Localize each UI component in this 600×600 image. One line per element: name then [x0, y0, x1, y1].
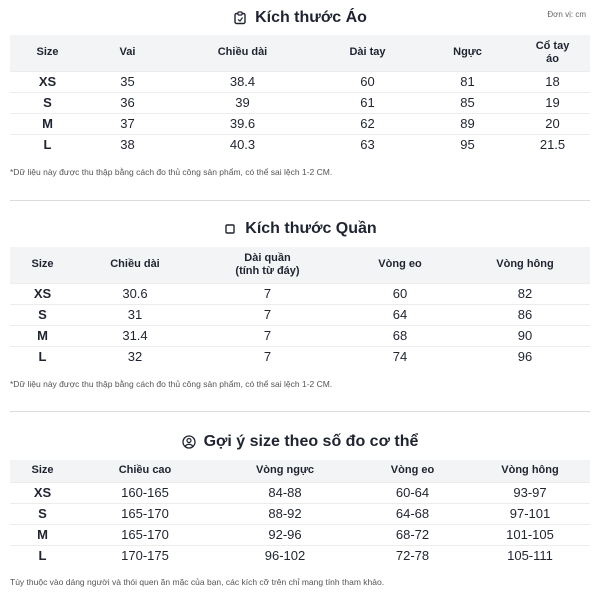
size-cell: XS [10, 283, 75, 304]
table-cell: 165-170 [75, 503, 215, 524]
column-header: Vòng eo [355, 460, 470, 482]
table-cell: 60-64 [355, 482, 470, 503]
table-cell: 36 [85, 92, 170, 113]
size-cell: XS [10, 71, 85, 92]
table-cell: 7 [195, 304, 340, 325]
table-cell: 19 [515, 92, 590, 113]
table-cell: 18 [515, 71, 590, 92]
size-cell: L [10, 134, 85, 155]
table-cell: 31 [75, 304, 195, 325]
pants-size-table [10, 247, 590, 367]
table-cell: 96 [460, 346, 590, 367]
column-header: Size [10, 35, 85, 71]
table-cell: 64-68 [355, 503, 470, 524]
table-row [10, 304, 590, 325]
table-cell: 64 [340, 304, 460, 325]
table-row [10, 482, 590, 503]
shirt-section-title [0, 8, 600, 28]
table-cell: 170-175 [75, 545, 215, 566]
shirt-title: Kích thước Áo [255, 9, 367, 26]
size-cell: L [10, 545, 75, 566]
table-cell: 31.4 [75, 325, 195, 346]
column-header: Cổ tay áo [515, 35, 590, 71]
column-header: Vòng eo [340, 247, 460, 283]
recommend-title: Gợi ý size theo số đo cơ thể [203, 433, 419, 450]
table-row [10, 524, 590, 545]
table-row [10, 346, 590, 367]
table-cell: 62 [315, 113, 420, 134]
table-cell: 90 [460, 325, 590, 346]
divider [10, 411, 590, 412]
table-cell: 105-111 [470, 545, 590, 566]
recommend-section-title [0, 432, 600, 452]
column-header: Vòng hông [460, 247, 590, 283]
pants-icon [223, 222, 237, 236]
table-row [10, 545, 590, 566]
table-cell: 72-78 [355, 545, 470, 566]
pants-title: Kích thước Quần [245, 220, 377, 237]
table-cell: 7 [195, 346, 340, 367]
table-cell: 93-97 [470, 482, 590, 503]
size-cell: S [10, 304, 75, 325]
size-cell: S [10, 92, 85, 113]
table-cell: 85 [420, 92, 515, 113]
table-cell: 39 [170, 92, 315, 113]
table-row [10, 503, 590, 524]
table-cell: 165-170 [75, 524, 215, 545]
unit-note: Đơn vị: cm [547, 10, 586, 19]
table-row [10, 71, 590, 92]
pants-note: *Dữ liệu này được thu thập bằng cách đo thủ công sản phẩm, có thể sai lệch 1-2 CM. [10, 379, 333, 389]
pants-section-title [0, 219, 600, 239]
column-header: Dài quần (tính từ đáy) [195, 247, 340, 283]
table-row [10, 92, 590, 113]
size-cell: M [10, 325, 75, 346]
table-cell: 39.6 [170, 113, 315, 134]
table-cell: 38 [85, 134, 170, 155]
size-cell: M [10, 524, 75, 545]
table-cell: 40.3 [170, 134, 315, 155]
table-cell: 7 [195, 283, 340, 304]
table-cell: 92-96 [215, 524, 355, 545]
table-cell: 61 [315, 92, 420, 113]
table-cell: 60 [315, 71, 420, 92]
table-cell: 7 [195, 325, 340, 346]
size-cell: S [10, 503, 75, 524]
table-cell: 82 [460, 283, 590, 304]
table-cell: 21.5 [515, 134, 590, 155]
table-cell: 84-88 [215, 482, 355, 503]
shirt-size-table [10, 35, 590, 155]
table-cell: 20 [515, 113, 590, 134]
table-cell: 60 [340, 283, 460, 304]
table-cell: 74 [340, 346, 460, 367]
size-cell: L [10, 346, 75, 367]
shirt-note: *Dữ liệu này được thu thập bằng cách đo thủ công sản phẩm, có thể sai lệch 1-2 CM. [10, 167, 333, 177]
column-header: Vòng hông [470, 460, 590, 482]
table-cell: 89 [420, 113, 515, 134]
table-row [10, 113, 590, 134]
table-cell: 35 [85, 71, 170, 92]
column-header: Chiều cao [75, 460, 215, 482]
shirt-icon [233, 11, 247, 25]
table-row [10, 283, 590, 304]
size-cell: XS [10, 482, 75, 503]
table-cell: 86 [460, 304, 590, 325]
column-header: Ngực [420, 35, 515, 71]
column-header: Chiều dài [170, 35, 315, 71]
table-cell: 37 [85, 113, 170, 134]
column-header: Chiều dài [75, 247, 195, 283]
table-cell: 81 [420, 71, 515, 92]
person-icon [182, 435, 196, 449]
table-cell: 63 [315, 134, 420, 155]
table-cell: 30.6 [75, 283, 195, 304]
column-header: Size [10, 460, 75, 482]
table-row [10, 134, 590, 155]
column-header: Size [10, 247, 75, 283]
table-cell: 101-105 [470, 524, 590, 545]
table-cell: 38.4 [170, 71, 315, 92]
table-cell: 88-92 [215, 503, 355, 524]
table-cell: 96-102 [215, 545, 355, 566]
column-header: Vòng ngực [215, 460, 355, 482]
table-cell: 160-165 [75, 482, 215, 503]
table-cell: 97-101 [470, 503, 590, 524]
recommend-size-table [10, 460, 590, 566]
column-header: Dài tay [315, 35, 420, 71]
table-cell: 95 [420, 134, 515, 155]
table-cell: 68-72 [355, 524, 470, 545]
divider [10, 200, 590, 201]
table-cell: 68 [340, 325, 460, 346]
table-cell: 32 [75, 346, 195, 367]
column-header: Vai [85, 35, 170, 71]
size-cell: M [10, 113, 85, 134]
recommend-note: Tùy thuộc vào dáng người và thói quen ăn mặc của bạn, các kích cỡ trên chỉ mang tính tham khảo. [10, 577, 385, 587]
table-row [10, 325, 590, 346]
